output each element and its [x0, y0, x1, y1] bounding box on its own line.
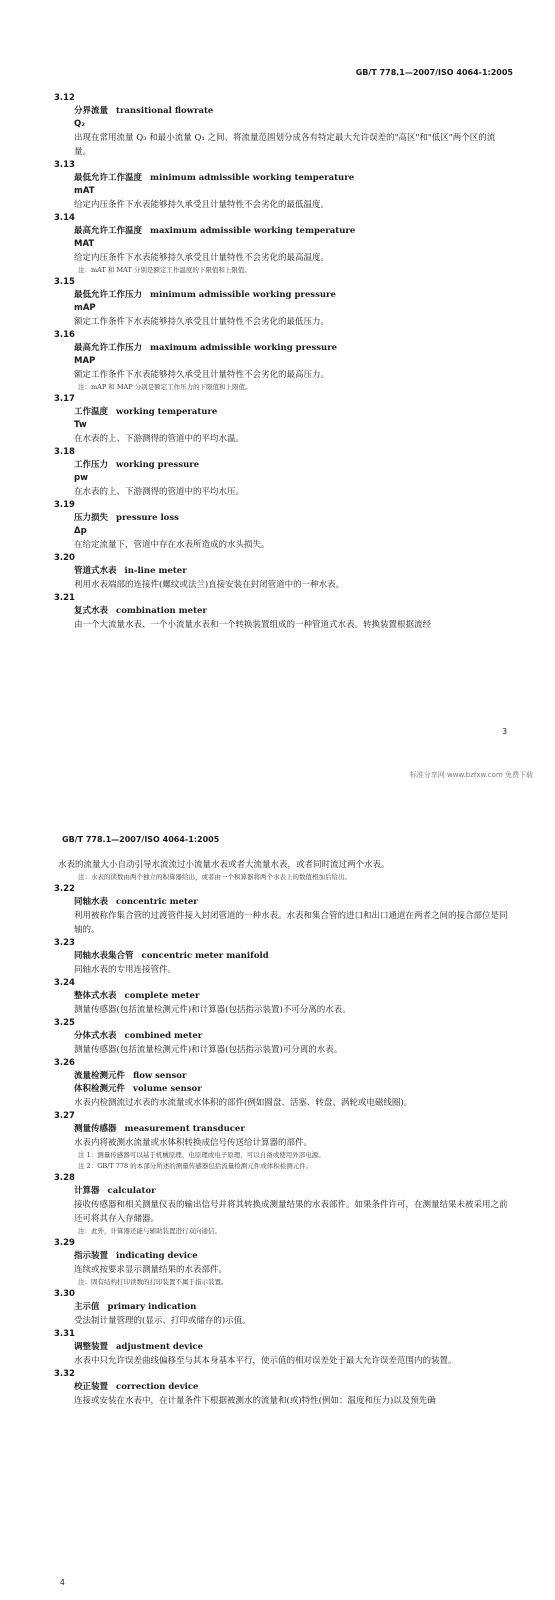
term-number: 3.13 [54, 160, 75, 170]
term-number: 3.12 [54, 93, 75, 103]
term-symbol: Q₂ [74, 119, 85, 129]
term-heading [58, 172, 508, 185]
term-number: 3.31 [54, 1329, 75, 1339]
term-definition: 水表内将被测水流量或水体积转换成信号传送给计算器的部件。 [74, 1138, 313, 1148]
page-number: 3 [502, 727, 507, 736]
term-heading [58, 1030, 508, 1043]
term-zh: 主示值 [74, 1302, 100, 1312]
term-en: calculator [107, 1186, 156, 1196]
term-heading [58, 406, 508, 419]
term-definition: 在给定流量下，管道中存在水表所造成的水头损失。 [74, 540, 270, 550]
term-number: 3.17 [54, 394, 75, 404]
term-definition: 测量传感器(包括流量检测元件)和计算器(包括指示装置)可分离的水表。 [74, 1045, 343, 1055]
term-en: volume sensor [133, 1084, 202, 1094]
term-entry [54, 159, 508, 212]
term-entry [54, 937, 508, 977]
term-en: working pressure [116, 460, 200, 470]
term-heading [58, 990, 508, 1003]
term-entry [54, 883, 508, 937]
term-definition: 额定工作条件下水表能够持久承受且计量特性不会劣化的最高压力。 [74, 370, 330, 380]
term-en: adjustment device [116, 1342, 204, 1352]
term-entry [54, 499, 508, 552]
term-number: 3.32 [54, 1369, 75, 1379]
term-entry [54, 1237, 508, 1288]
term-definition: 连续或按要求显示测量结果的水表部件。 [74, 1265, 228, 1275]
term-symbol: Δp [74, 526, 87, 536]
term-heading [58, 289, 508, 302]
term-en: combined meter [124, 1031, 203, 1041]
term-symbol: mAP [74, 303, 96, 313]
term-en: indicating device [116, 1251, 198, 1261]
term-zh: 流量检测元件 [74, 1071, 126, 1081]
term-number: 3.30 [54, 1289, 75, 1299]
term-entry [54, 1328, 508, 1368]
term-en: correction device [116, 1382, 199, 1392]
term-heading [58, 342, 508, 355]
term-heading [58, 1341, 508, 1354]
term-number: 3.25 [54, 1018, 75, 1028]
term-number: 3.19 [54, 500, 75, 510]
term-definition: 测量传感器(包括流量检测元件)和计算器(包括指示装置)不可分离的水表。 [74, 1005, 351, 1015]
term-symbol: mAT [74, 186, 95, 196]
term-definition: 水表中只允许误差曲线偏移至与其本身基本平行，使示值的相对误差处于最大允许误差范围内的装置。 [74, 1356, 457, 1366]
term-definition: 水表内检测流过水表的水流量或水体积的部件(例如圆盘、活塞、转盘、涡轮或电磁线圈)。 [74, 1098, 413, 1108]
term-heading [58, 459, 508, 472]
term-en: transitional flowrate [116, 106, 214, 116]
page-header: GB/T 778.1—2007/ISO 4064-1:2005 [62, 835, 220, 844]
term-zh: 同轴水表集合管 [74, 951, 134, 961]
term-entry [54, 592, 508, 632]
term-zh: 调整装置 [74, 1342, 109, 1352]
term-zh: 计算器 [74, 1186, 100, 1196]
term-number: 3.23 [54, 938, 75, 948]
term-definition: 受法制计量管理的(显示、打印或储存的)示值。 [74, 1316, 251, 1326]
term-entry [54, 446, 508, 499]
term-note: 注 1：测量传感器可以基于机械原理、电原理或电子原理，可以自备或使用外部电源。 [78, 1151, 325, 1159]
term-note: 注：此外，计算器还能与辅助装置进行双向通信。 [78, 1227, 221, 1235]
term-en: minimum admissible working temperature [150, 173, 355, 183]
term-entry [54, 1172, 508, 1237]
entries-list [54, 92, 508, 632]
term-number: 3.24 [54, 978, 75, 988]
term-zh: 分体式水表 [74, 1031, 117, 1041]
term-zh: 压力损失 [74, 513, 109, 523]
continuation-text: 水表的流量大小自动引导水流流过小流量水表或者大流量水表，或者同时流过两个水表。 [58, 860, 390, 870]
term-symbol: MAP [74, 356, 96, 366]
page-4 [0, 790, 555, 1600]
term-heading [58, 1250, 508, 1263]
term-entry [54, 329, 508, 393]
term-entry [54, 977, 508, 1017]
term-number: 3.29 [54, 1238, 75, 1248]
term-number: 3.28 [54, 1173, 75, 1183]
term-note: 注：mAP 和 MAP 分别是额定工作压力的下限值和上限值。 [78, 383, 252, 391]
term-zh: 最高允许工作温度 [74, 226, 143, 236]
term-zh: 最低允许工作温度 [74, 173, 143, 183]
term-heading [58, 1070, 508, 1083]
term-en: flow sensor [133, 1071, 187, 1081]
term-number: 3.18 [54, 447, 75, 457]
term-definition: 同轴水表的专用连接管件。 [74, 965, 177, 975]
term-number: 3.22 [54, 884, 75, 894]
term-en: combination meter [116, 606, 207, 616]
term-heading-alt [58, 1083, 508, 1096]
term-heading [58, 896, 508, 909]
term-number: 3.14 [54, 213, 75, 223]
term-definition: 给定内压条件下水表能够持久承受且计量特性不会劣化的最低温度。 [74, 200, 330, 210]
term-symbol: MAT [74, 239, 95, 249]
watermark-link[interactable]: 标准分享网 www.bzfxw.com 免费下载 [409, 771, 533, 779]
term-zh: 整体式水表 [74, 991, 117, 1001]
term-note: 注：固有结构打印读数的打印装置不属于指示装置。 [78, 1278, 228, 1286]
term-definition: 接收传感器和相关测量仪表的输出信号并将其转换成测量结果的水表部件。如果条件许可，在测量结果未被采用之前还可将其存入存储器。 [74, 1200, 508, 1224]
term-definition: 给定内压条件下水表能够持久承受且计量特性不会劣化的最高温度。 [74, 253, 330, 263]
term-number: 3.20 [54, 553, 75, 563]
term-zh: 工作压力 [74, 460, 109, 470]
term-zh: 最高允许工作压力 [74, 343, 143, 353]
term-en: concentric meter [116, 897, 198, 907]
term-heading [58, 1301, 508, 1314]
term-entry [54, 1110, 508, 1172]
term-definition: 利用被称作集合管的过渡管件接入封闭管道的一种水表。水表和集合管的进口和出口通道在两者之间的接合部位是同轴的。 [74, 911, 508, 935]
entries-list [54, 858, 508, 1408]
term-zh: 分界流量 [74, 106, 109, 116]
term-zh: 测量传感器 [74, 1124, 117, 1134]
term-entry [54, 92, 508, 159]
term-entry [54, 276, 508, 329]
term-symbol: Tw [74, 420, 87, 430]
term-definition: 利用水表端部的连接件(螺纹或法兰)直接安装在封闭管道中的一种水表。 [74, 580, 345, 590]
term-entry [54, 1288, 508, 1328]
term-entry [54, 552, 508, 592]
term-entry [54, 212, 508, 276]
term-zh: 体积检测元件 [74, 1084, 126, 1094]
term-entry [54, 393, 508, 446]
term-definition: 连接或安装在水表中，在计量条件下根据被测水的流量和(或)特性(例如：温度和压力)以及预先确 [74, 1396, 436, 1406]
page-3 [0, 0, 555, 790]
term-symbol: pw [74, 473, 88, 483]
term-note: 注 2：GB/T 778 的本部分所述的测量传感器包括流量检测元件或体积检测元件。 [78, 1162, 313, 1170]
term-heading [58, 105, 508, 118]
term-zh: 复式水表 [74, 606, 109, 616]
term-en: primary indication [107, 1302, 197, 1312]
term-heading [58, 950, 508, 963]
term-definition: 出现在常用流量 Q₃ 和最小流量 Q₁ 之间、将流量范围划分成各有特定最大允许误差的"高区"和"低区"两个区的流量。 [74, 133, 496, 157]
term-number: 3.26 [54, 1058, 75, 1068]
term-number: 3.16 [54, 330, 75, 340]
term-zh: 管道式水表 [74, 566, 117, 576]
term-entry [54, 1368, 508, 1408]
term-definition: 在水表的上、下游测得的管道中的平均水温。 [74, 434, 245, 444]
term-entry [54, 1057, 508, 1110]
term-definition: 由一个大流量水表、一个小流量水表和一个转换装置组成的一种管道式水表。转换装置根据流经 [74, 620, 432, 630]
term-heading [58, 1123, 508, 1136]
term-zh: 同轴水表 [74, 897, 109, 907]
term-number: 3.15 [54, 277, 75, 287]
page-header: GB/T 778.1—2007/ISO 4064-1:2005 [355, 68, 513, 77]
term-en: working temperature [116, 407, 218, 417]
term-entry [54, 1017, 508, 1057]
continuation-note: 注：水表的读数由两个独立的积算器给出，或者由一个积算器将两个水表上的数值相加后给出。 [78, 873, 351, 881]
term-en: maximum admissible working pressure [150, 343, 338, 353]
term-number: 3.27 [54, 1111, 75, 1121]
term-en: measurement transducer [124, 1124, 245, 1134]
term-heading [58, 512, 508, 525]
term-zh: 工作温度 [74, 407, 109, 417]
term-definition: 在水表的上、下游测得的管道中的平均水压。 [74, 487, 245, 497]
term-definition: 额定工作条件下水表能够持久承受且计量特性不会劣化的最低压力。 [74, 317, 330, 327]
term-number: 3.21 [54, 593, 75, 603]
term-heading [58, 1381, 508, 1394]
term-en: in-line meter [124, 566, 187, 576]
term-zh: 最低允许工作压力 [74, 290, 143, 300]
term-en: complete meter [124, 991, 200, 1001]
term-heading [58, 1185, 508, 1198]
page-number: 4 [60, 1578, 65, 1587]
term-en: maximum admissible working temperature [150, 226, 356, 236]
term-en: pressure loss [116, 513, 179, 523]
term-heading [58, 565, 508, 578]
term-en: concentric meter manifold [141, 951, 269, 961]
term-zh: 指示装置 [74, 1251, 109, 1261]
term-zh: 校正装置 [74, 1382, 109, 1392]
term-heading [58, 605, 508, 618]
term-note: 注：mAT 和 MAT 分别是额定工作温度的下限值和上限值。 [78, 266, 251, 274]
term-en: minimum admissible working pressure [150, 290, 336, 300]
term-heading [58, 225, 508, 238]
